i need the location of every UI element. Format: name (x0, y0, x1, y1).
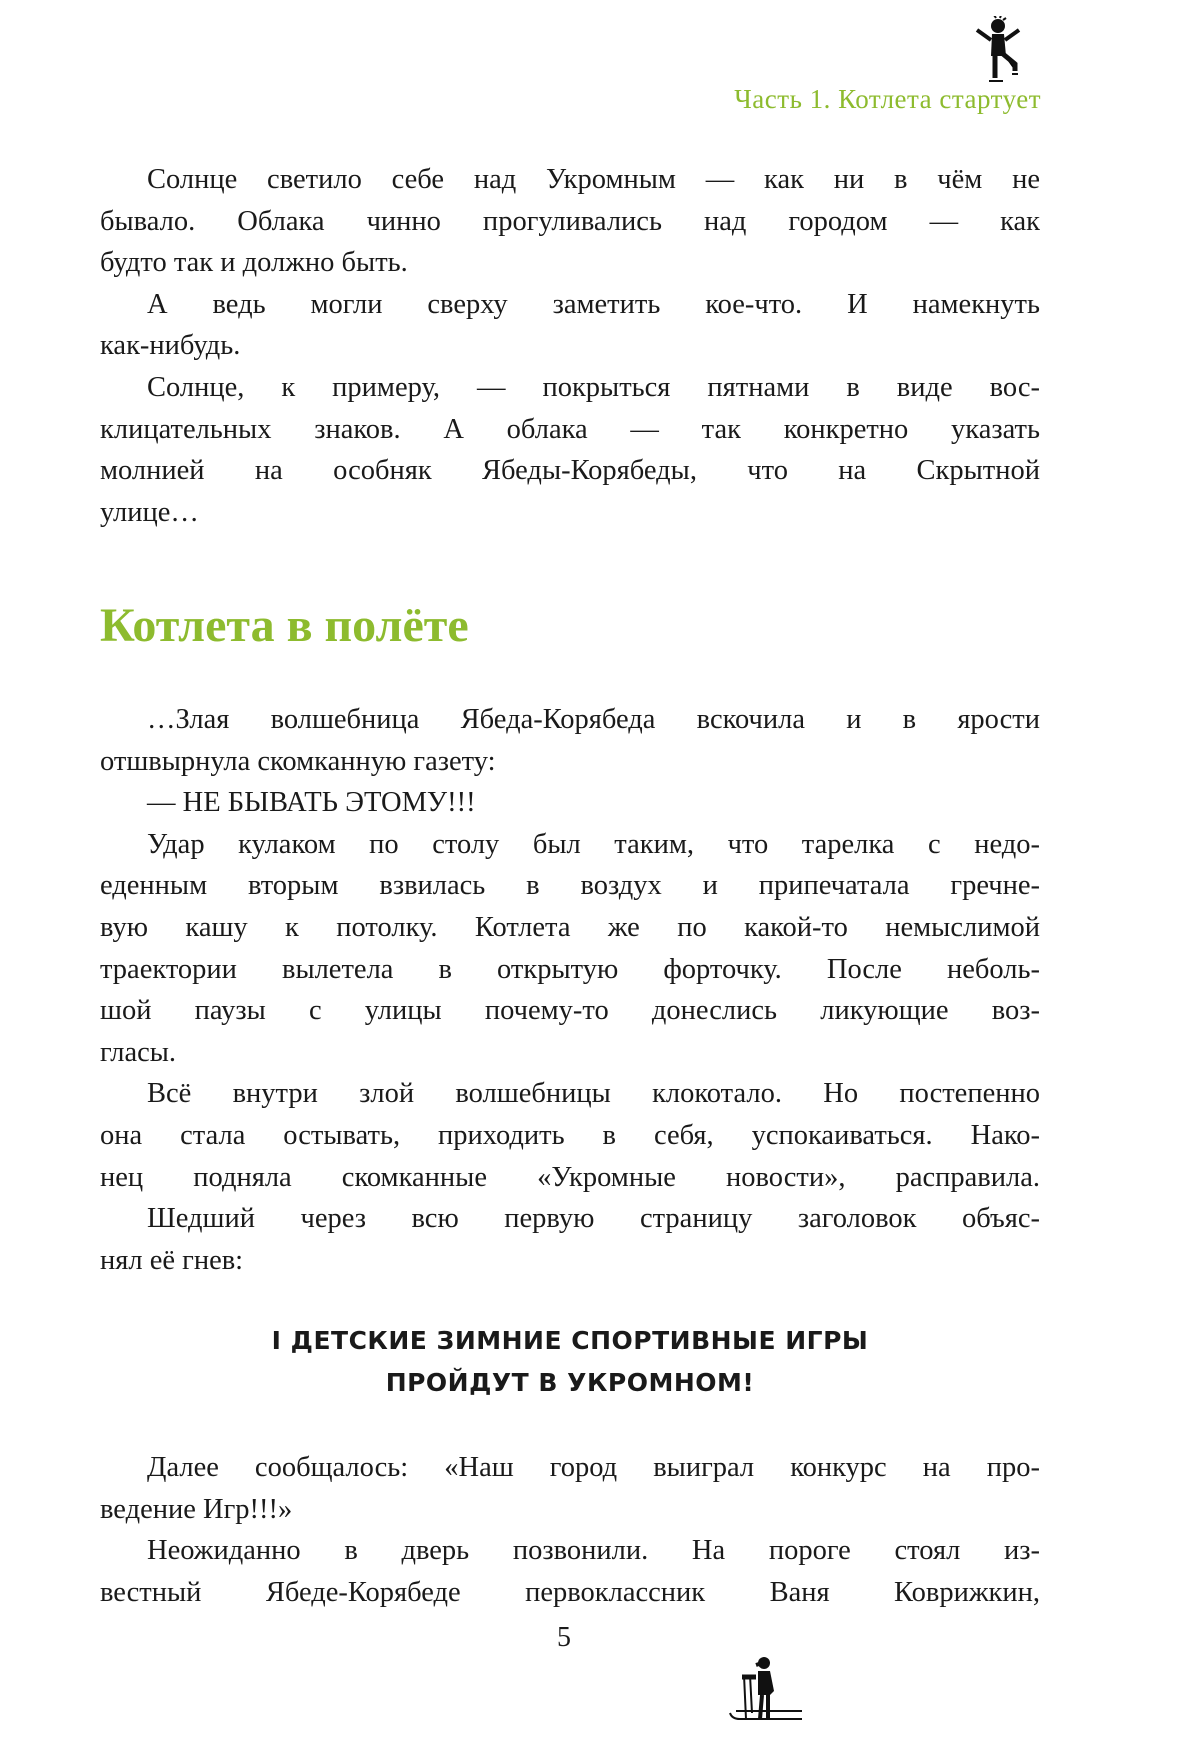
text-line: Неожиданно в дверь позвонили. На пороге стоял из- (147, 1535, 1040, 1567)
text-line: Солнце светило себе над Укромным — как ни в чём не (147, 164, 1040, 195)
text-line: — НЕ БЫВАТЬ ЭТОМУ!!! (147, 787, 476, 819)
text-line: ведение Игр!!!» (100, 1493, 293, 1525)
text-line: …Злая волшебница Ябеда-Корябеда вскочила и в ярости (147, 704, 1040, 735)
text-line: будто так и должно быть. (100, 247, 408, 279)
text-line: еденным вторым взвилась в воздух и припечатала гречне- (100, 870, 1040, 902)
tail-text (100, 1447, 1040, 1613)
running-head: Часть 1. Котлета стартует (734, 84, 1041, 114)
skater-figure-icon (972, 16, 1028, 86)
text-line: шой паузы с улицы почему-то донеслись ликующие воз- (100, 995, 1040, 1027)
headline-line: I ДЕТСКИЕ ЗИМНИЕ СПОРТИВНЫЕ ИГРЫ (271, 1326, 869, 1355)
text-line: Солнце, к примеру, — покрыться пятнами в виде вос- (147, 371, 1040, 403)
text-line: клицательных знаков. А облака — так конкретно указать (100, 413, 1040, 445)
text-line: молнией на особняк Ябеды-Корябеды, что на Скрытной (100, 455, 1040, 487)
intro-text (100, 159, 1040, 533)
text-line: А ведь могли сверху заметить кое-что. И намекнуть (147, 288, 1040, 320)
text-line: Удар кулаком по столу был таким, что тарелка с недо- (147, 828, 1040, 860)
text-line: траектории вылетела в открытую форточку. После неболь- (100, 953, 1040, 985)
text-line: нял её гнев: (100, 1244, 244, 1276)
text-line: бывало. Облака чинно прогуливались над городом — как (100, 205, 1040, 237)
newspaper-headline (100, 1320, 1040, 1404)
text-line: вую кашу к потолку. Котлета же по какой-то немыслимой (100, 911, 1040, 943)
skier-figure-icon (728, 1655, 808, 1727)
body-text (100, 699, 1040, 1281)
text-line: нец подняла скомканные «Укромные новости», расправила. (100, 1161, 1040, 1193)
text-line: гласы. (100, 1036, 177, 1068)
text-line: Далее сообщалось: «Наш город выиграл конкурс на про- (147, 1452, 1040, 1483)
text-line: Всё внутри злой волшебницы клокотало. Но постепенно (147, 1078, 1040, 1110)
text-line: Шедший через всю первую страницу заголовок объяс- (147, 1203, 1040, 1235)
text-line: улице… (100, 496, 199, 528)
headline-line: ПРОЙДУТ В УКРОМНОМ! (385, 1368, 755, 1397)
page-number: 5 (557, 1622, 571, 1653)
text-line: она стала остывать, приходить в себя, успокаиваться. Нако- (100, 1119, 1040, 1151)
chapter-title: Котлета в полёте (100, 599, 469, 652)
text-line: как-нибудь. (100, 330, 241, 362)
text-line: вестный Ябеде-Корябеде первоклассник Ваня Коврижкин, (100, 1576, 1040, 1608)
text-line: отшвырнула скомканную газету: (100, 745, 496, 777)
